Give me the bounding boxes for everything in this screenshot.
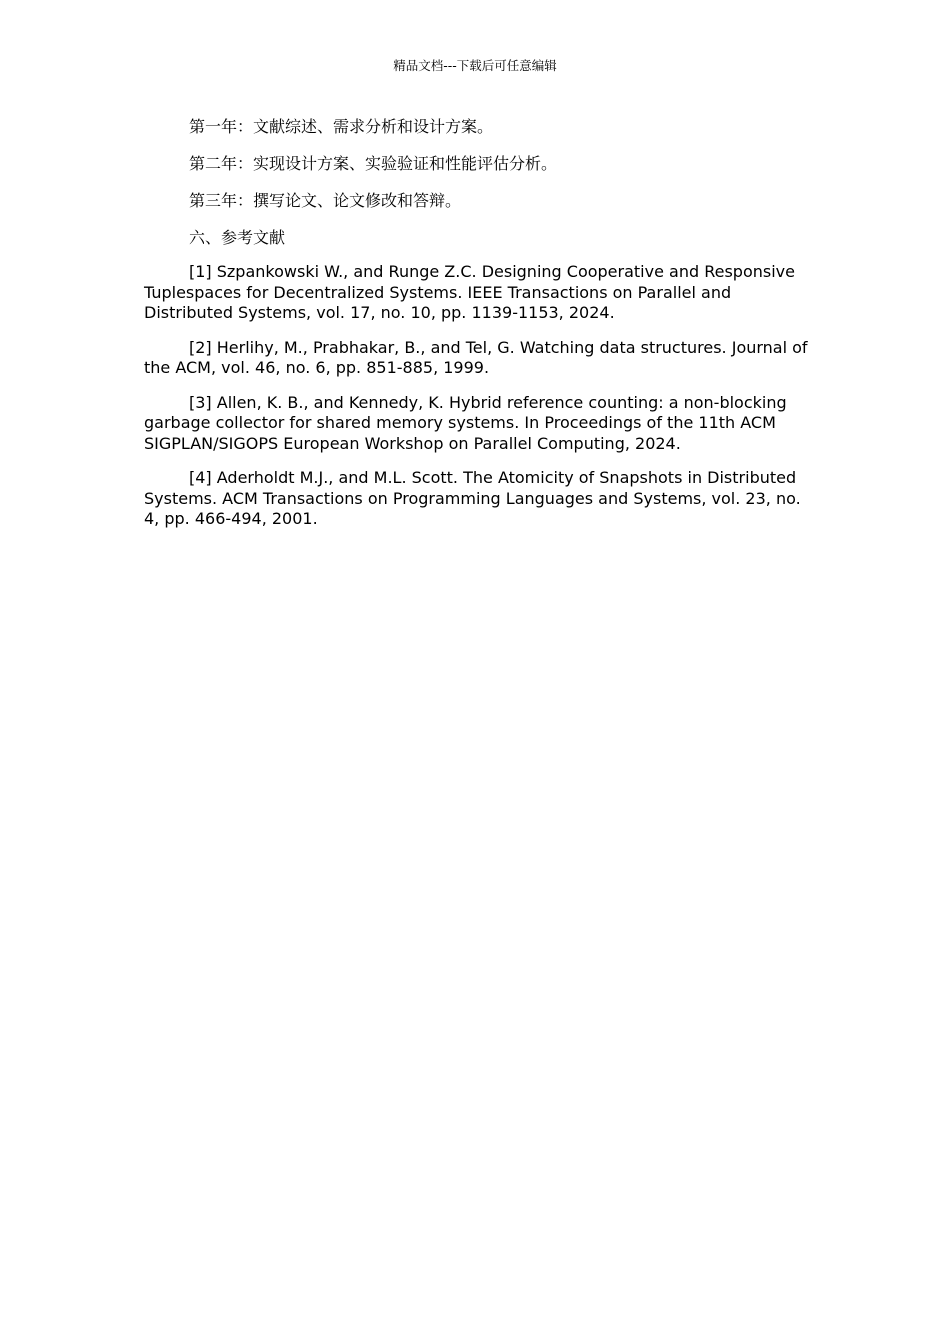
document-body	[144, 116, 808, 544]
schedule-year-2: 第二年：实现设计方案、实验验证和性能评估分析。	[189, 154, 558, 173]
reference-item-2: [2] Herlihy, M., Prabhakar, B., and Tel, G. Watching data structures. Journal of the ACM, vol. 46, no. 6, pp. 851-885, 1999.	[144, 337, 808, 377]
page-header: 精品文档---下载后可任意编辑	[393, 58, 557, 73]
reference-item-3: [3] Allen, K. B., and Kennedy, K. Hybrid reference counting: a non-blocking garbage collector for shared memory systems. In Proceedings of the 11th ACM SIGPLAN/SIGOPS European Workshop on Parallel Computing, 2024.	[144, 392, 787, 453]
reference-item-1: [1] Szpankowski W., and Runge Z.C. Designing Cooperative and Responsive Tuplespaces for Decentralized Systems. IEEE Transactions on Parallel and Distributed Systems, vol. 17, no. 10, pp. 1139-1153, 2024.	[144, 262, 795, 322]
references-heading: 六、参考文献	[189, 228, 286, 247]
schedule-year-1: 第一年：文献综述、需求分析和设计方案。	[189, 117, 494, 136]
reference-item-4: [4] Aderholdt M.J., and M.L. Scott. The Atomicity of Snapshots in Distributed Systems. ACM Transactions on Programming Languages and Systems, vol. 23, no. 4, pp. 466-494, 2001.	[144, 468, 801, 528]
schedule-year-3: 第三年：撰写论文、论文修改和答辩。	[189, 191, 462, 210]
